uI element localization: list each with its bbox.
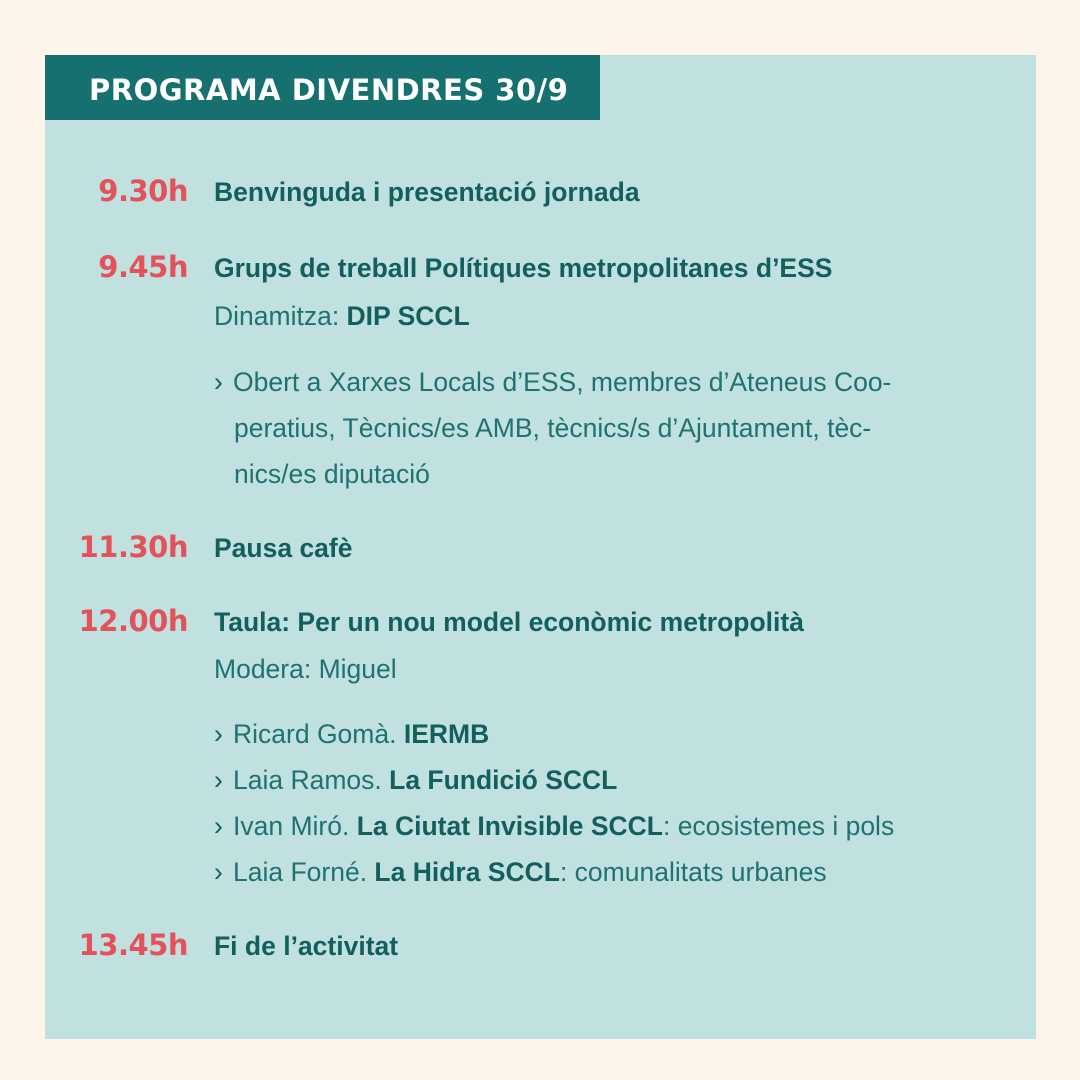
- entry-title: Grups de treball Polítiques metropolitanes d’ESS: [214, 253, 833, 283]
- chevron-right-icon: ›: [214, 367, 223, 397]
- entry-title: Pausa cafè: [214, 533, 353, 563]
- speaker-item: › Laia Forné. La Hidra SCCL: comunalitats urbanes: [214, 857, 827, 887]
- entry-time: 9.30h: [98, 174, 188, 208]
- list-item-continuation: nics/es diputació: [234, 459, 430, 489]
- program-header: PROGRAMA DIVENDRES 30/9: [45, 55, 600, 120]
- entry-time: 11.30h: [78, 530, 188, 564]
- entry-title: Taula: Per un nou model econòmic metropolità: [214, 607, 804, 637]
- speaker-item: › Ricard Gomà. IERMB: [214, 719, 490, 749]
- speaker-item: › Laia Ramos. La Fundició SCCL: [214, 765, 618, 795]
- entry-facilitator: Dinamitza: DIP SCCL: [214, 301, 470, 331]
- chevron-right-icon: ›: [214, 719, 223, 749]
- list-item: › Obert a Xarxes Locals d’ESS, membres d’Ateneus Coo-: [214, 367, 892, 397]
- chevron-right-icon: ›: [214, 857, 223, 887]
- entry-time: 12.00h: [78, 604, 188, 638]
- entry-moderator: Modera: Miguel: [214, 654, 397, 684]
- entry-time: 13.45h: [78, 928, 188, 962]
- entry-title: Fi de l’activitat: [214, 931, 399, 961]
- list-item-continuation: peratius, Tècnics/es AMB, tècnics/s d’Ajuntament, tèc-: [234, 413, 872, 443]
- speaker-item: › Ivan Miró. La Ciutat Invisible SCCL: ecosistemes i pols: [214, 811, 895, 841]
- chevron-right-icon: ›: [214, 765, 223, 795]
- chevron-right-icon: ›: [214, 811, 223, 841]
- entry-title: Benvinguda i presentació jornada: [214, 177, 640, 207]
- entry-time: 9.45h: [98, 250, 188, 284]
